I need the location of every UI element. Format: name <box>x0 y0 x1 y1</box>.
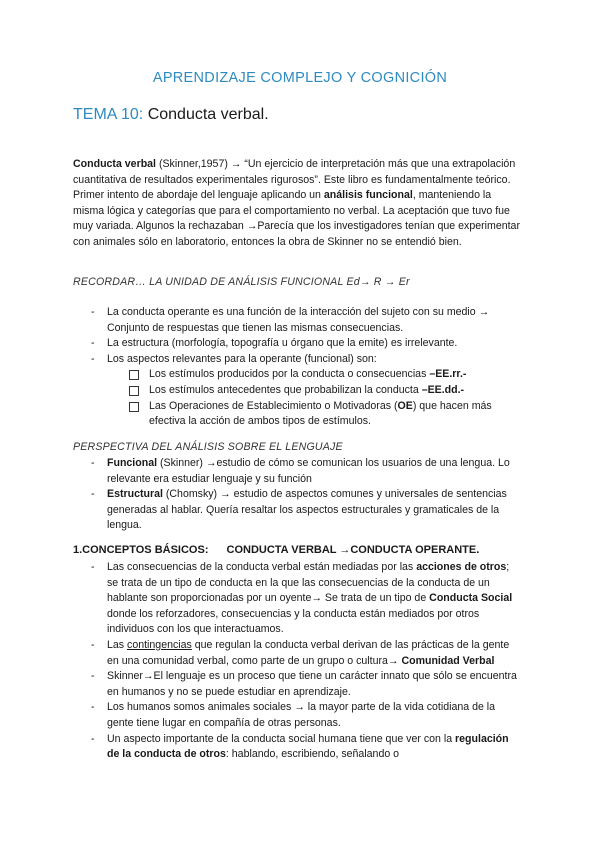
list-item-text: ; se trata de un tipo de conducta en la que las consecuencias de la conducta de un hablante son proporcionadas por un oyente→ Se trata de un tipo de <box>107 561 510 605</box>
checkbox-item <box>73 367 523 383</box>
checkbox-icon <box>129 402 139 412</box>
section-subtitle: CONDUCTA VERBAL →CONDUCTA OPERANTE. <box>226 544 480 556</box>
intro-term: Conducta verbal <box>73 158 157 170</box>
list-item <box>73 700 523 731</box>
list-item-text: Las consecuencias de la conducta verbal están mediadas por las <box>107 561 417 573</box>
bullet-dash: - <box>91 457 95 469</box>
intro-text-b: , manteniendo la misma lógica y categorías que para el comportamiento no verbal. La aceptación que tuvo fue muy variada. Algunos la rechazaban →Parecía que los investigadores tenían que experimentar con animales sólo en laboratorio, entonces la obra de Skinner no se entendió bien. <box>73 189 520 248</box>
list-item <box>73 352 523 368</box>
list-item-text: Los humanos somos animales sociales → la mayor parte de la vida cotidiana de la gente tiene lugar en compañía de otras personas. <box>107 701 496 729</box>
bullet-dash: - <box>91 670 95 683</box>
perspectiva-heading: PERSPECTIVA DEL ANÁLISIS SOBRE EL LENGUAJE <box>73 441 343 453</box>
bullet-dash: - <box>91 701 95 714</box>
perspectiva-list <box>73 456 523 534</box>
term-comunidad-verbal: Comunidad Verbal <box>401 654 495 667</box>
list-item <box>73 305 523 336</box>
topic-heading <box>73 106 269 124</box>
topic-number: TEMA 10: <box>73 106 144 123</box>
list-item-text: que regulan la conducta verbal derivan de las prácticas de la gente en una comunidad verbal, como parte de un grupo o cultura→ <box>107 638 510 667</box>
topic-title: Conducta verbal. <box>147 106 269 123</box>
recordar-list <box>73 305 523 430</box>
list-item-text: (Skinner) →estudio de cómo se comunican los usuarios de una lengua. Lo relevante era estudiar lenguaje y su función <box>107 457 510 485</box>
checkbox-item <box>73 383 523 399</box>
list-item-text: Un aspecto importante de la conducta social humana tiene que ver con la <box>107 732 456 745</box>
bullet-dash: - <box>91 352 95 365</box>
recordar-heading: RECORDAR… LA UNIDAD DE ANÁLISIS FUNCIONAL Ed→ R → Er <box>73 276 410 288</box>
bullet-dash: - <box>91 732 95 745</box>
intro-paragraph <box>73 157 523 251</box>
term-acciones-otros: acciones de otros <box>416 561 507 573</box>
intro-text-a: (Skinner,1957) → “Un ejercicio de interpretación más que una extrapolación cuantitativa de resultados experimentales rigurosos”. Este libro es fundamentalmente teórico. Primer intento de abordaje del lenguaje aplicando un <box>73 158 516 202</box>
bullet-dash: - <box>91 306 95 318</box>
sub-item-abbr: –EE.dd.- <box>421 383 465 396</box>
list-item <box>73 560 523 638</box>
list-item <box>73 456 523 487</box>
list-item-text: : hablando, escribiendo, señalando o <box>225 748 400 761</box>
sub-item-text: Los estímulos producidos por la conducta o consecuencias <box>149 368 430 381</box>
bullet-dash: - <box>91 337 95 350</box>
list-item <box>73 487 523 534</box>
list-item-text: La estructura (morfología, topografía u órgano que la emite) es irrelevante. <box>107 337 458 350</box>
list-item-text: donde los reforzadores, consecuencias y la conducta están mediados por otros individuos con los que interactuamos. <box>107 607 480 636</box>
list-item <box>73 732 523 763</box>
sub-item-abbr: OE <box>397 399 413 412</box>
list-item-text: (Chomsky) → estudio de aspectos comunes y universales de sentencias generadas al hablar. Quería resaltar los aspectos estructurales y gramaticales de la lengua. <box>107 488 507 532</box>
list-item-text: Los aspectos relevantes para la operante (funcional) son: <box>107 352 377 365</box>
bullet-dash: - <box>91 488 95 501</box>
term-estructural: Estructural <box>107 488 163 501</box>
list-item <box>73 336 523 352</box>
list-item <box>73 669 523 700</box>
sub-item-text: ) que hacen más efectiva la acción de ambos tipos de estímulos. <box>149 399 492 428</box>
sub-item-abbr: –EE.rr.- <box>429 368 467 381</box>
document-title: APRENDIZAJE COMPLEJO Y COGNICIÓN <box>152 70 448 86</box>
bullet-dash: - <box>91 561 95 573</box>
list-item <box>73 638 523 669</box>
term-funcional: Funcional <box>107 457 158 469</box>
sub-item-text: Las Operaciones de Establecimiento o Motivadoras ( <box>149 399 398 412</box>
list-item-text: Skinner→El lenguaje es un proceso que tiene un carácter innato que sólo se encuentra en humanos y no se puede estudiar en aprendizaje. <box>107 670 517 698</box>
checkbox-item <box>73 399 523 430</box>
term-conducta-social: Conducta Social <box>429 592 513 605</box>
conceptos-list <box>73 560 523 763</box>
term-contingencias: contingencias <box>127 638 192 651</box>
list-item-text: Las <box>107 638 128 651</box>
checkbox-icon <box>129 370 139 380</box>
section-heading <box>73 544 479 556</box>
checkbox-icon <box>129 386 139 396</box>
bullet-dash: - <box>91 638 95 651</box>
term-regulacion: regulación de la conducta de otros <box>107 732 509 761</box>
section-number-title: 1.CONCEPTOS BÁSICOS: <box>73 544 209 556</box>
intro-term-2: análisis funcional <box>323 189 413 202</box>
list-item-text: La conducta operante es una función de la interacción del sujeto con su medio → Conjunto de respuestas que tienen las mismas consecuencias. <box>107 306 490 334</box>
sub-item-text: Los estímulos antecedentes que probabilizan la conducta <box>149 383 422 396</box>
